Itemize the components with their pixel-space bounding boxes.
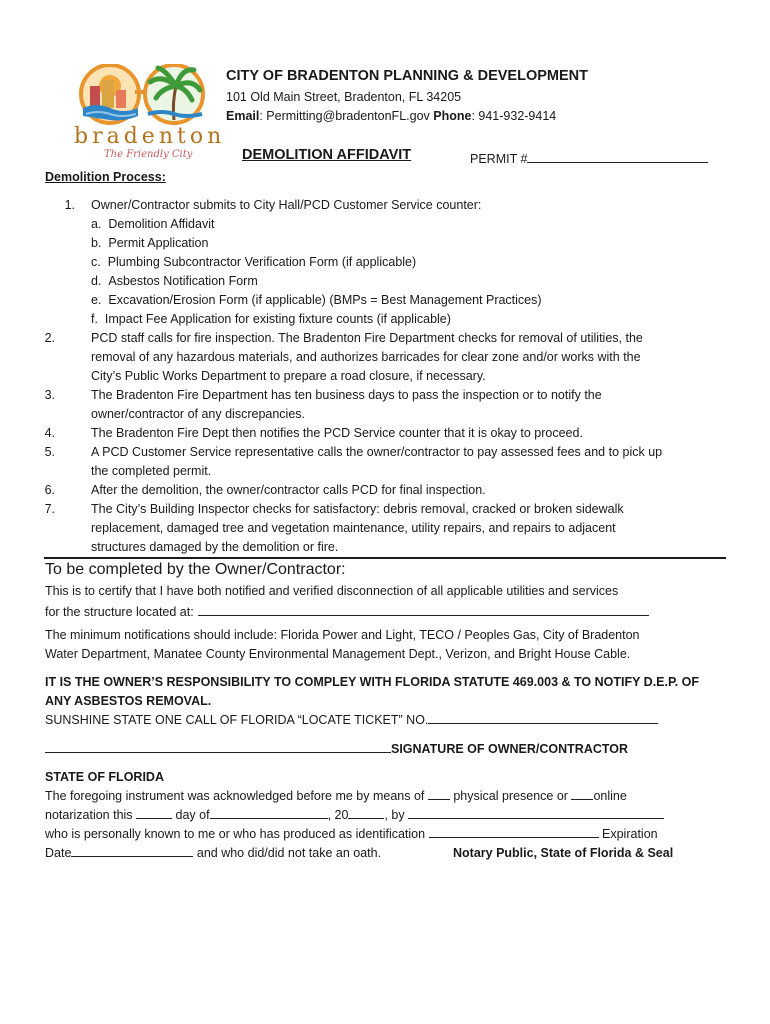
notary-line: who is personally known to me or who has produced as identification Expiration bbox=[45, 827, 658, 841]
logo-wordmark: bradenton bbox=[74, 124, 226, 149]
physical-presence-blank[interactable] bbox=[428, 787, 450, 800]
step-text: replacement, damaged tree and vegetation maintenance, utility repairs, and repairs to adjacent bbox=[91, 521, 616, 535]
locate-ticket-blank[interactable] bbox=[428, 711, 658, 724]
step-text: After the demolition, the owner/contractor calls PCD for final inspection. bbox=[91, 483, 486, 497]
document-title: DEMOLITION AFFIDAVIT bbox=[242, 147, 412, 163]
list-item: e. Excavation/Erosion Form (if applicable) (BMPs = Best Management Practices) bbox=[91, 293, 542, 307]
list-item: f. Impact Fee Application for existing fixture counts (if applicable) bbox=[91, 312, 451, 326]
owner-section-heading: To be completed by the Owner/Contractor: bbox=[45, 561, 346, 578]
step-number: 7. bbox=[44, 502, 55, 516]
step-number: 6. bbox=[44, 483, 55, 497]
list-item: a. Demolition Affidavit bbox=[91, 217, 215, 231]
permit-label: PERMIT # bbox=[470, 152, 528, 166]
step-text: structures damaged by the demolition or fire. bbox=[91, 540, 339, 554]
notary-line: The foregoing instrument was acknowledged before me by means of physical presence or online bbox=[45, 789, 627, 803]
section-divider bbox=[44, 557, 726, 559]
notary-line: Date and who did/did not take an oath. bbox=[45, 846, 382, 860]
permit-number-blank[interactable] bbox=[527, 149, 708, 163]
signature-field[interactable] bbox=[45, 740, 628, 758]
step-text: the completed permit. bbox=[91, 464, 212, 478]
process-heading: Demolition Process: bbox=[45, 170, 166, 184]
signer-name-blank[interactable] bbox=[408, 806, 664, 819]
step-text: City’s Public Works Department to prepare a road closure, if necessary. bbox=[91, 369, 486, 383]
notifications-text: Water Department, Manatee County Environmental Management Dept., Verizon, and Bright House Cable. bbox=[45, 647, 631, 661]
structure-location-blank[interactable] bbox=[198, 603, 649, 616]
step-text: The Bradenton Fire Department has ten business days to pass the inspection or to notify the bbox=[91, 388, 602, 402]
list-item: b. Permit Application bbox=[91, 236, 209, 250]
step-text: The Bradenton Fire Dept then notifies the PCD Service counter that it is okay to proceed. bbox=[91, 426, 583, 440]
list-item: d. Asbestos Notification Form bbox=[91, 274, 258, 288]
email-value: : Permitting@bradentonFL.gov bbox=[259, 109, 434, 123]
notifications-text: The minimum notifications should include: Florida Power and Light, TECO / Peoples Gas, City of Bradenton bbox=[45, 628, 640, 642]
permit-number-field[interactable] bbox=[470, 149, 708, 166]
day-blank[interactable] bbox=[136, 806, 172, 819]
locate-ticket-field[interactable] bbox=[45, 711, 658, 729]
structure-location-field[interactable] bbox=[45, 603, 649, 621]
step-text: removal of any hazardous materials, and authorizes barricades for clear zone and/or works with the bbox=[91, 350, 641, 364]
step-number: 1. bbox=[64, 198, 75, 212]
structure-location-label: for the structure located at: bbox=[45, 605, 194, 619]
statute-notice: ANY ASBESTOS REMOVAL. bbox=[45, 694, 212, 708]
step-number: 4. bbox=[44, 426, 55, 440]
step-text: A PCD Customer Service representative calls the owner/contractor to pay assessed fees and to pick up bbox=[91, 445, 663, 459]
phone-value: : 941-932-9414 bbox=[471, 109, 557, 123]
step-number: 5. bbox=[44, 445, 55, 459]
certify-text: This is to certify that I have both notified and verified disconnection of all applicable utilities and services bbox=[45, 584, 619, 598]
logo-tagline: The Friendly City bbox=[104, 149, 193, 160]
email-label: Email bbox=[226, 109, 260, 123]
identification-blank[interactable] bbox=[429, 825, 599, 838]
notary-state: STATE OF FLORIDA bbox=[45, 770, 164, 784]
notary-seal-label: Notary Public, State of Florida & Seal bbox=[453, 846, 674, 860]
org-name: CITY OF BRADENTON PLANNING & DEVELOPMENT bbox=[226, 68, 588, 84]
org-contact bbox=[226, 109, 556, 123]
notary-line: notarization this day of , 20 , by bbox=[45, 806, 664, 824]
step-text: Owner/Contractor submits to City Hall/PCD Customer Service counter: bbox=[91, 198, 482, 212]
year-blank[interactable] bbox=[348, 806, 384, 819]
statute-notice: IT IS THE OWNER’S RESPONSIBILITY TO COMPLEY WITH FLORIDA STATUTE 469.003 & TO NOTIFY D.E.P. OF bbox=[45, 675, 700, 689]
list-item: c. Plumbing Subcontractor Verification Form (if applicable) bbox=[91, 255, 417, 269]
phone-label: Phone bbox=[433, 109, 472, 123]
month-blank[interactable] bbox=[210, 806, 328, 819]
online-blank[interactable] bbox=[571, 787, 593, 800]
step-number: 3. bbox=[44, 388, 55, 402]
locate-ticket-label: SUNSHINE STATE ONE CALL OF FLORIDA “LOCATE TICKET” NO. bbox=[45, 713, 429, 727]
step-text: owner/contractor of any discrepancies. bbox=[91, 407, 305, 421]
signature-blank[interactable] bbox=[45, 740, 391, 753]
step-number: 2. bbox=[44, 331, 55, 345]
org-address: 101 Old Main Street, Bradenton, FL 34205 bbox=[226, 90, 462, 104]
expiration-date-blank[interactable] bbox=[71, 844, 193, 857]
step-text: PCD staff calls for fire inspection. The Bradenton Fire Department checks for removal of utilities, the bbox=[91, 331, 643, 345]
step-text: The City’s Building Inspector checks for satisfactory: debris removal, cracked or broken sidewalk bbox=[91, 502, 624, 516]
signature-label: SIGNATURE OF OWNER/CONTRACTOR bbox=[391, 742, 629, 756]
